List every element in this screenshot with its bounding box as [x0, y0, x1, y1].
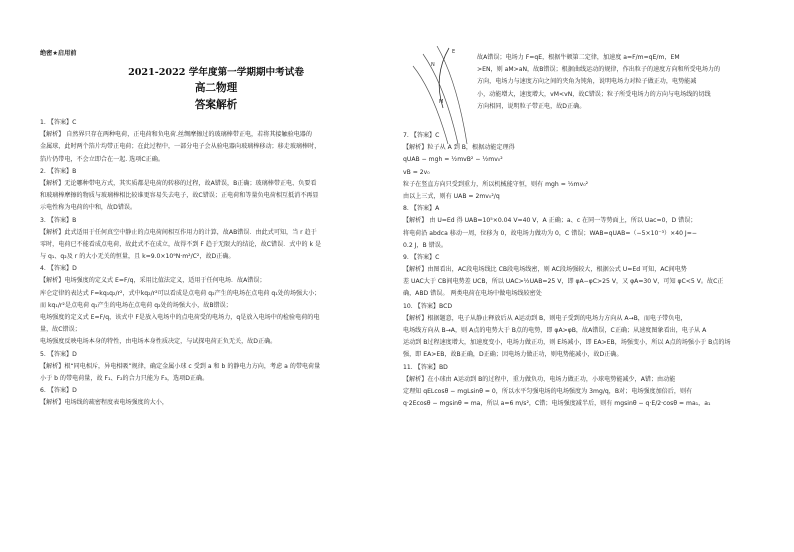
text-line: 电场强度反映电场本身的特性，由电场本身性质决定，与试探电荷正负无关，故D正确。	[40, 338, 277, 346]
text-line: 强，即 EA>EB，故B正确，D正确；因电场力做正功，则电势能减小，故D正确。	[403, 351, 623, 359]
text-line: >EN，则 aM>aN，故B错误；根据曲线运动的规律，作出粒子的速度方向和所受电场力的	[477, 66, 721, 74]
text-line: 与 q₁、q₂及 r 的大小无关的恒量，且 k=9.0×10⁹N·m²/C²，故D正确。	[40, 253, 235, 261]
text-line: 6. 【答案】D	[40, 387, 77, 395]
answer-key-title: 答案解析	[194, 99, 238, 111]
text-line: 示电性称为电荷的中和，故D错误。	[40, 204, 137, 212]
text-line: 【解析】 由 U=Ed 得 UAB=10⁵×0.04 V=40 V，A 正确；a、c 在同一等势面上，所以 Uac=0，D 错误；	[403, 217, 697, 225]
text-line: 3. 【答案】B	[40, 216, 77, 224]
text-line: 【解析】无论哪种带电方式，其实质都是电荷的转移的过程，故A错误，B正确；玻璃棒带正电、负要看	[40, 179, 317, 187]
text-line: 箔片仍带电，不会立即合在一起. 选项C正确。	[40, 155, 164, 163]
text-line: 4. 【答案】D	[40, 265, 77, 273]
text-line: 10. 【答案】BCD	[403, 302, 453, 310]
text-line: 11. 【答案】BD	[403, 363, 448, 371]
text-line: 电场线方向从 B→A，则 A点的电势大于 B点的电势，即 φA>φB，故A错误，C正确；从速度图象看出，电子从 A	[403, 327, 707, 334]
text-line: 【解析】 自然界只存在两种电荷，正电荷和负电荷.丝绸摩擦过的玻璃棒带正电，若将其接触验电器的	[40, 131, 312, 139]
text-line: 确，ABD 错误。 两类电荷在电场中做电场线较密处	[403, 290, 542, 298]
text-line: 金属球，此时两个箔片均带正电荷；在此过程中，一部分电子会从验电器向玻璃棒移动；移走玻璃棒时，	[40, 143, 321, 151]
text-line: 【解析】粒子从 A 到 B，根据动能定理得	[403, 144, 515, 152]
text-line: 量，故C错误；	[40, 326, 81, 334]
text-line: 【解析】在小球由 A运动到 B的过程中，重力做负功，电场力做正功，小球电势能减少，A错；由动能	[403, 375, 676, 383]
text-line: 由以上三式，则有 UAB = 2mv₀²/q	[403, 192, 500, 200]
text-line: 电场强度的定义式 E=F/q，该式中 F是放入电场中的点电荷受的电场力，q是放入电场中的检验电荷的电	[40, 314, 320, 321]
text-line: 【解析】根据题意，电子从静止释放后从 A运动到 B，则电子受到的电场力方向从 A→B，而电子带负电，	[403, 314, 687, 322]
text-line: 9. 【答案】C	[403, 253, 440, 261]
right-continued-text	[477, 52, 765, 113]
text-line: 0.2 J，B 错误。	[403, 241, 447, 249]
text-line: 1. 【答案】C	[40, 119, 77, 126]
text-line: 方向，电场力与速度方向之间的夹角为钝角，说明电场力对粒子做正功，电势能减	[477, 78, 697, 86]
text-line: 5. 【答案】D	[40, 350, 77, 358]
text-line: 8. 【答案】A	[403, 205, 440, 213]
text-line: q·2Ecosθ − mgsinθ = ma，所以 a=6 m/s²，C错；电场强度减半后，则有 mgsinθ − q·E/2·cosθ = ma₁，a₁	[403, 400, 711, 408]
text-line: 7. 【答案】C	[403, 132, 440, 139]
text-line: 【解析】电场线的疏密程度表电场强度的大小，	[40, 399, 168, 407]
text-line: 零时，电荷已不能看成点电荷，故此式不在成立，故得不到 F 趋于无限大的结论，故C错误．式中的 k 是	[40, 240, 322, 248]
text-line: 和玻璃棒摩擦的物质与玻璃棒相比较谁更容易失去电子，故C错误；正电荷和等量负电荷相互抵消不再显	[40, 192, 319, 200]
text-line: 故A错误；电场力 F=qE，根据牛顿第二定律，加速度 a=F/m=qE/m，EM	[477, 54, 680, 61]
text-line: qUAB − mgh = ½mvB² − ½mv₀²	[403, 156, 503, 164]
text-line: 【解析】由图看出，AC段电场线比 CB段电场线密，则 AC段场强较大，根据公式 U=Ed 可知，AC间电势	[403, 266, 687, 274]
text-line: 2. 【答案】B	[40, 167, 77, 175]
text-line: 小，动能增大，速度增大，vM<vN，故C错误；粒子所受电场力的方向与电场线的切线	[477, 90, 711, 98]
secret-label: 绝密★启用前	[40, 50, 77, 57]
text-line: 粒子在竖直方向只受到重力，所以机械能守恒，则有 mgh = ½mv₀²	[403, 180, 589, 188]
text-line: 将电荷沿 abdca 移动一周，位移为 0，故电场力做功为 0，C 错误；WAB=qUAB=（−5×10⁻³）×40 J=−	[403, 229, 697, 237]
text-line: 小于 b 的带电荷量，故 F₁、F₂的合力只能为 F₃，选项D正确。	[40, 374, 209, 382]
label-m: M	[439, 99, 444, 105]
text-line: 定理知 qELcosθ − mgLsinθ = 0，所以水平匀强电场的电场强度为 3mg/q，B对；电场强度加倍后，则有	[403, 387, 693, 395]
label-n: N	[431, 62, 435, 68]
left-answer-text	[40, 117, 392, 410]
text-line: 运动到 B过程速度增大，加速度变小，电场力做正功，则 E场减小，即 EA>EB，场强变小，所以 A点的场强小于 B点的场	[403, 339, 731, 347]
text-line: 方向相同，说明粒子带正电，故D正确。	[477, 102, 586, 110]
text-line: 【解析】根“同电相斥，异电相吸”规律，确定金属小球 c 受到 a 和 b 的静电力方向，考虑 a 的带电荷量	[40, 362, 321, 370]
text-line: 【解析】电场强度的定义式 E=F/q，采用比值法定义，适用于任何电场．故A错误；	[40, 277, 266, 285]
exam-title: 2021-2022 学年度第一学期期中考试卷	[128, 67, 304, 78]
text-line: 差 UAC大于 CB间电势差 UCB，所以 UAC>½UAB=25 V，即 φA−φC>25 V，又 φA=30 V，可知 φC<5 V。故C正	[403, 278, 724, 286]
text-line: 而 kq₁/r²是点电荷 q₁产生的电场在点电荷 q₂处的场强大小，故B错误；	[40, 301, 232, 309]
right-answer-text	[403, 130, 765, 410]
text-line: vB = 2v₀	[403, 168, 430, 176]
text-line: 库仑定律的表达式 F=kq₁q₂/r²，式中kq₂/r²可以看成是点电荷 q₂产生的电场在点电荷 q₁处的场强大小；	[40, 289, 321, 297]
label-e: E	[452, 49, 456, 55]
subject-title: 高二物理	[194, 82, 238, 94]
text-line: 【解析】此式适用于任何真空中静止的点电荷间相互作用力的计算，故AB错误．由此式可知，当 r 趋于	[40, 228, 317, 236]
